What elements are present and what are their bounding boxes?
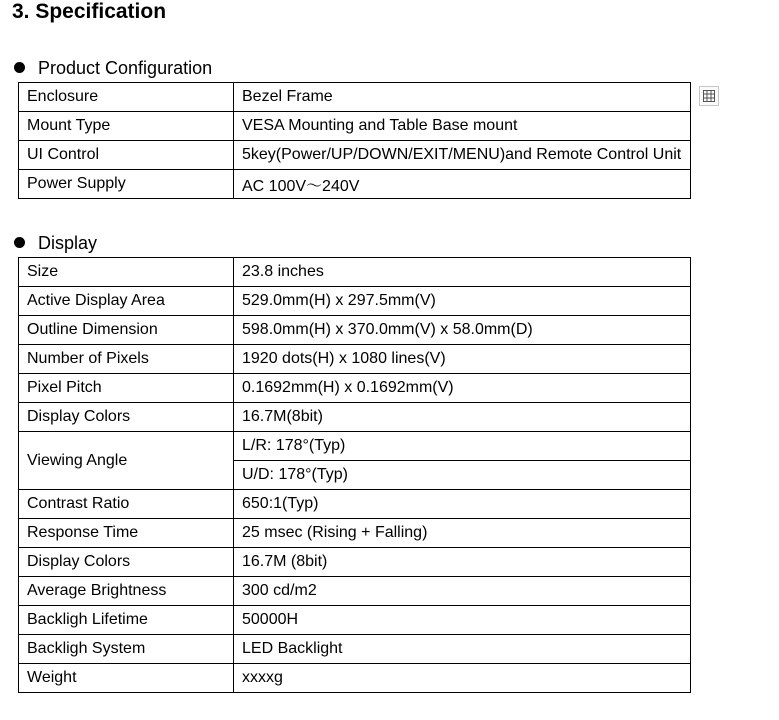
table-row xyxy=(19,403,691,432)
row-value: 16.7M(8bit) xyxy=(234,403,691,432)
row-label: Response Time xyxy=(19,519,234,548)
table-row xyxy=(19,577,691,606)
row-value: LED Backlight xyxy=(234,635,691,664)
table-row xyxy=(19,519,691,548)
table-row xyxy=(19,635,691,664)
row-label: Size xyxy=(19,258,234,287)
table-row xyxy=(19,287,691,316)
row-value: 529.0mm(H) x 297.5mm(V) xyxy=(234,287,691,316)
row-label: Contrast Ratio xyxy=(19,490,234,519)
table-row xyxy=(19,664,691,693)
table-row xyxy=(19,112,691,141)
table-row xyxy=(19,490,691,519)
bullet-icon xyxy=(14,237,25,248)
row-value: 1920 dots(H) x 1080 lines(V) xyxy=(234,345,691,374)
row-value: 598.0mm(H) x 370.0mm(V) x 58.0mm(D) xyxy=(234,316,691,345)
row-label: Weight xyxy=(19,664,234,693)
table-row xyxy=(19,374,691,403)
table-row xyxy=(19,606,691,635)
section-title: Display xyxy=(38,233,98,253)
row-label: Mount Type xyxy=(19,112,234,141)
row-value: 50000H xyxy=(234,606,691,635)
row-value: 23.8 inches xyxy=(234,258,691,287)
table-row xyxy=(19,345,691,374)
row-label: Enclosure xyxy=(19,83,234,112)
row-value: 25 msec (Rising + Falling) xyxy=(234,519,691,548)
row-value: 0.1692mm(H) x 0.1692mm(V) xyxy=(234,374,691,403)
row-label: Display Colors xyxy=(19,548,234,577)
row-value: 5key(Power/UP/DOWN/EXIT/MENU)and Remote Control Unit xyxy=(234,141,691,170)
table-row xyxy=(19,258,691,287)
table-row xyxy=(19,170,691,199)
row-label: Viewing Angle xyxy=(19,432,234,490)
table-row xyxy=(19,548,691,577)
table-row xyxy=(19,432,691,461)
row-label: Active Display Area xyxy=(19,287,234,316)
row-value: AC 100V～240V xyxy=(234,170,691,199)
table-row xyxy=(19,141,691,170)
row-label: Display Colors xyxy=(19,403,234,432)
section-product-configuration xyxy=(14,57,212,79)
row-label: UI Control xyxy=(19,141,234,170)
product-configuration-table xyxy=(18,82,691,199)
row-value: Bezel Frame xyxy=(234,83,691,112)
row-label: Pixel Pitch xyxy=(19,374,234,403)
row-value: 300 cd/m2 xyxy=(234,577,691,606)
row-label: Average Brightness xyxy=(19,577,234,606)
table-row xyxy=(19,83,691,112)
row-value: VESA Mounting and Table Base mount xyxy=(234,112,691,141)
section-display xyxy=(14,232,97,254)
row-value: 650:1(Typ) xyxy=(234,490,691,519)
section-title: Product Configuration xyxy=(38,58,213,78)
row-value: xxxxg xyxy=(234,664,691,693)
display-table xyxy=(18,257,691,693)
row-value: L/R: 178°(Typ) xyxy=(234,432,691,461)
table-row xyxy=(19,316,691,345)
bullet-icon xyxy=(14,62,25,73)
row-value: 16.7M (8bit) xyxy=(234,548,691,577)
row-label: Number of Pixels xyxy=(19,345,234,374)
row-label: Backligh Lifetime xyxy=(19,606,234,635)
row-value: U/D: 178°(Typ) xyxy=(234,461,691,490)
table-grid-icon[interactable] xyxy=(699,86,719,106)
page-heading: 3. Specification xyxy=(12,0,167,23)
row-label: Backligh System xyxy=(19,635,234,664)
row-label: Power Supply xyxy=(19,170,234,199)
row-label: Outline Dimension xyxy=(19,316,234,345)
